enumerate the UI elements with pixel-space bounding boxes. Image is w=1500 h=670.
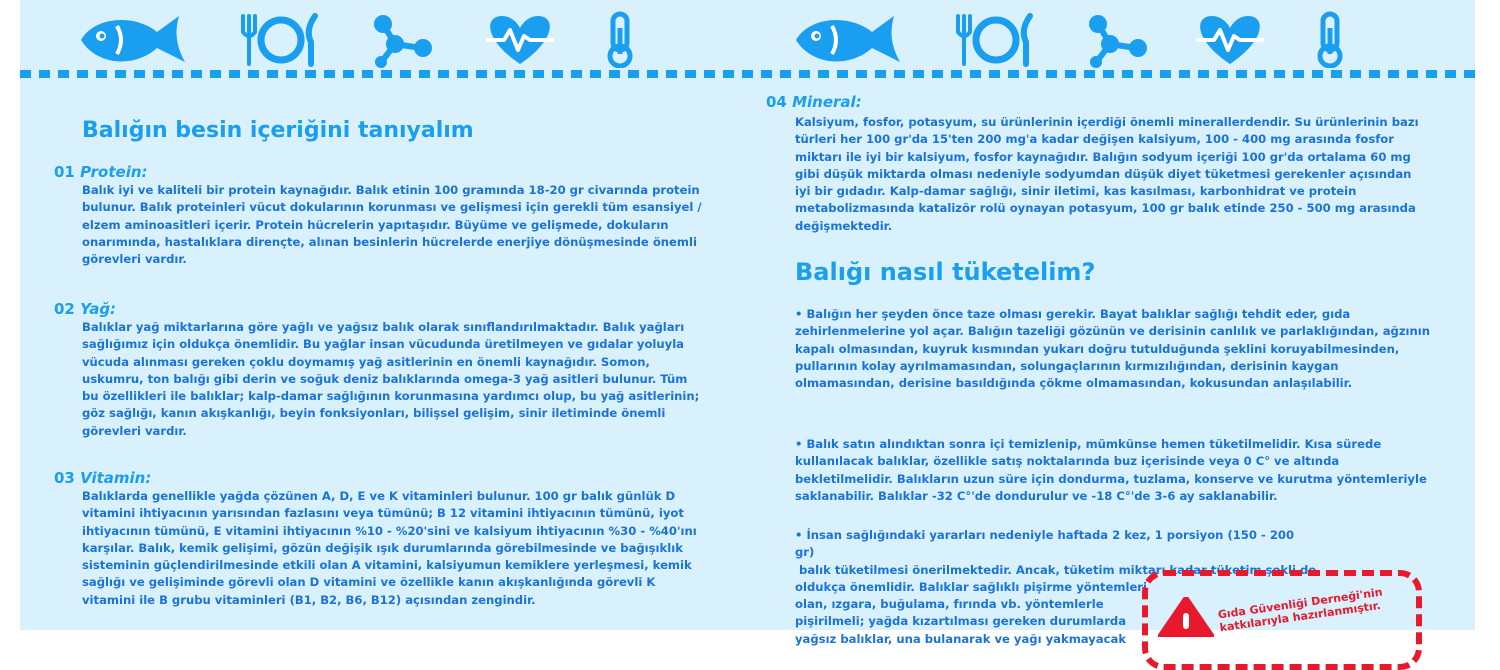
thermometer-icon bbox=[1310, 10, 1350, 68]
thermometer-icon bbox=[600, 10, 640, 68]
section-vitamin-heading bbox=[54, 469, 151, 487]
section-name: Vitamin: bbox=[80, 469, 152, 487]
section-fat-text: Balıklar yağ miktarlarına göre yağlı ve yağsız balık olarak sınıflandırılmaktadır. Balık yağları sağlığımız için oldukça önemlidir. Bu yağlar insan vücudunda üretilmeyen ve gıdalar yoluyla vücuda alınması gereken çoklu doymamış yağ asitlerinin en önemli kaynağıdır. Somon, uskumru, ton balığı gibi derin ve soğuk deniz balıklarında omega-3 yağ asitleri bulunur. Tüm bu özellikleri ile balıklar; kalp-damar sağlığının korunmasına yardımcı olup, bu yağ asitlerinin; göz sağlığı, kanın akışkanlığı, beyin fonksiyonları, bilişsel gelişim, sinir iletiminde önemli görevleri vardır. bbox=[82, 320, 700, 438]
bullet-storage: • Balık satın alındıktan sonra içi temizlenip, mümkünse hemen tüketilmelidir. Kısa sürede kullanılacak balıklar, özellikle satış noktalarında buz içerisinde veya 0 C° ve altında bekletilmelidir. Balıkların uzun süre için dondurma, tuzlama, konserve ve kurutma yöntemleriyle saklanabilir. Balıklar -32 C°'de dondurulur ve -18 C°'de 3-6 ay saklanabilir. bbox=[795, 437, 1427, 503]
section-name: Protein: bbox=[80, 163, 148, 181]
right-title: Balığı nasıl tüketelim? bbox=[795, 258, 1096, 286]
icon-row-right bbox=[790, 10, 1350, 68]
heart-pulse-icon bbox=[480, 10, 560, 68]
bullet-line: olan, ızgara, buğulama, fırında vb. yöntemlerle bbox=[795, 597, 1104, 612]
section-mineral-text: Kalsiyum, fosfor, potasyum, su ürünlerinin içerdiği önemli minerallerdendir. Su ürünlerinin bazı türleri her 100 gr'da 15'ten 200 mg'a kadar değişen kalsiyum, 100 - 400 mg arasında fosfor miktarı ile iyi bir kalsiyum, fosfor kaynağıdır. Balığın sodyum içeriği 100 gr'da ortalama 60 mg gibi düşük miktarda olması nedeniyle sodyumdan düşük diyet tüketmesi gerekenler açısından iyi bir gıdadır. Kalp-damar sağlığı, sinir iletimi, kas kasılması, karbonhidrat ve protein metabolizmasında katalizör rolü oynayan potasyum, 100 gr balık etinde 250 - 500 mg arasında değişmektedir. bbox=[795, 115, 1419, 233]
section-number: 01 bbox=[54, 163, 75, 181]
heart-pulse-icon bbox=[1190, 10, 1270, 68]
section-protein-heading bbox=[54, 163, 148, 181]
bullet-line: • İnsan sağlığındaki yararları nedeniyle haftada 2 kez, 1 porsiyon (150 - 200 gr) bbox=[795, 528, 1295, 560]
bullet-line: oldukça önemlidir. Balıklar sağlıklı pişirme yöntemleri bbox=[795, 579, 1147, 594]
molecule-icon bbox=[1080, 10, 1150, 68]
bullet-line: yağsız balıklar, una bulanarak ve yağı yakmayacak bbox=[795, 631, 1127, 646]
section-protein-text: Balık iyi ve kaliteli bir protein kaynağıdır. Balık etinin 100 gramında 18-20 gr civarında protein bulunur. Balık proteinleri vücut dokularının korunması ve gelişmesi için gerekli tüm esansiyel / elzem aminoasitleri içerir. Protein hücrelerin yapıtaşıdır. Büyüme ve gelişmede, dokuların onarımında, hastalıklara dirençte, alınan besinlerin hücrelerde enerjiye dönüşmesinde önemli görevleri vardır. bbox=[82, 183, 702, 267]
bullet-line: balık tüketilmesi önerilmektedir. Ancak, tüketim miktarı kadar tüketim şekli de bbox=[795, 562, 1317, 577]
section-name: Mineral: bbox=[792, 93, 862, 111]
fish-icon bbox=[790, 10, 910, 68]
icon-row-left bbox=[80, 10, 680, 68]
warning-icon bbox=[1158, 597, 1214, 637]
plate-cutlery-icon bbox=[950, 10, 1040, 68]
section-number: 03 bbox=[54, 469, 75, 487]
bullet-line: pişirilmeli; yağda kızartılması gereken durumlarda bbox=[795, 614, 1127, 629]
dotted-divider bbox=[20, 70, 1480, 78]
badge-text: Gıda Güvenliği Derneği'nin katkılarıyla hazırlanmıştır. bbox=[1217, 585, 1384, 635]
left-title: Balığın besin içeriğini tanıyalım bbox=[82, 118, 474, 143]
section-number: 04 bbox=[766, 93, 787, 111]
fish-icon bbox=[75, 10, 195, 68]
section-mineral-heading bbox=[766, 93, 862, 111]
section-vitamin-text: Balıklarda genellikle yağda çözünen A, D, E ve K vitaminleri bulunur. 100 gr balık günlük D vitamini ihtiyacının yarısından fazlasını veya tümünü; B 12 vitamini ihtiyacının tümünü, iyot ihtiyacının tümünü, E vitamini ihtiyacının %10 - %20'sini ve kalsiyum ihtiyacının %30 - %40'ını karşılar. Balık, kemik gelişimi, gözün değişik ışık durumlarında görebilmesinde ve bağışıklık sisteminin güçlendirilmesinde etkili olan A vitamini, kalsiyumun kemiklere yerleşmesi, kemik sağlığı ve gelişiminde görevli olan D vitamini ve özellikle kanın akışkanlığında görevli K vitamini ile B grubu vitaminleri (B1, B2, B6, B12) açısından zengindir. bbox=[82, 489, 697, 607]
molecule-icon bbox=[365, 10, 435, 68]
section-fat-heading bbox=[54, 300, 116, 318]
section-name: Yağ: bbox=[80, 300, 117, 318]
bullet-freshness: • Balığın her şeyden önce taze olması gerekir. Bayat balıklar sağlığı tehdit eder, gıda zehirlenmelerine yol açar. Balığın tazeliği gözünün ve derisinin canlılık ve parlaklığından, ağzının kapalı olmasından, kuyruk kısmından yukarı doğru tutulduğunda şeklini koruyabilmesinden, pullarının kolay ayrılmamasından, solungaçlarının kırmızılığından, derisinin kaygan olmamasından, derisine basıldığında çökme olmamasından, kokusundan anlaşılabilir. bbox=[795, 307, 1431, 391]
plate-cutlery-icon bbox=[235, 10, 325, 68]
section-number: 02 bbox=[54, 300, 75, 318]
